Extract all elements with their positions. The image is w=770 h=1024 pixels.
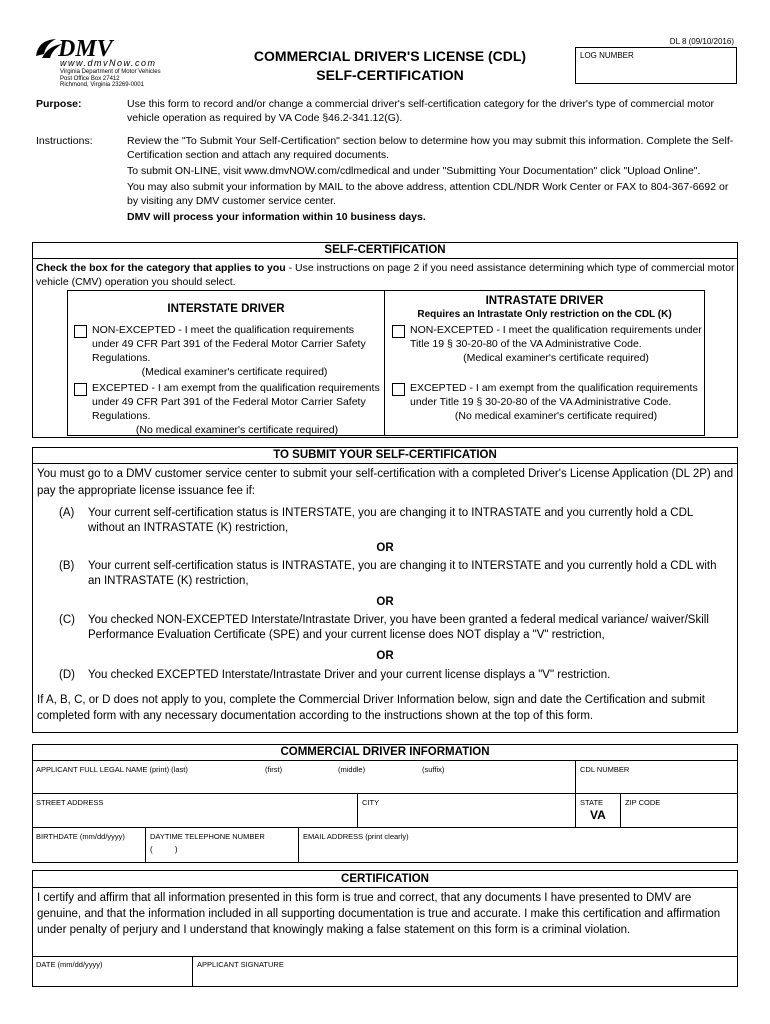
intrastate-nonexcepted-text xyxy=(410,323,702,365)
intrastate-nonexcepted-checkbox[interactable] xyxy=(392,325,405,338)
email-address-label: EMAIL ADDRESS (print clearly) xyxy=(303,832,409,841)
submit-section xyxy=(32,447,738,733)
email-address-field[interactable] xyxy=(299,828,737,862)
certification-text: I certify and affirm that all information presented in this form is true and correct, that any documents I have presented to DMV are genuine, and that the information included in all supporting documentation is true and accurate. I make this certification and affirmation under penalty of perjury and I understand that knowingly making a false statement on this form is a criminal violation. xyxy=(37,892,721,936)
interstate-nonexcepted-checkbox[interactable] xyxy=(74,325,87,338)
daytime-phone-label: DAYTIME TELEPHONE NUMBER xyxy=(150,832,265,841)
submit-item-c xyxy=(59,613,729,643)
interstate-nonexcepted-text xyxy=(92,323,377,379)
interstate-nonexcepted-note: (Medical examiner's certificate required) xyxy=(141,366,328,378)
dmv-logo xyxy=(34,36,194,90)
instructions-label: Instructions: xyxy=(36,135,93,147)
logo-text: DMV xyxy=(58,36,113,62)
instructions-text xyxy=(127,134,737,224)
instruction-paragraph: To submit ON-LINE, visit www.dmvNOW.com/cdlmedical and under "Submitting Your Documentation" click "Upload Online". xyxy=(127,165,701,177)
state-value: VA xyxy=(590,808,606,822)
intrastate-excepted-desc: EXCEPTED - I am exempt from the qualification requirements under Title 19 § 30-20-80 of the VA Administrative Code. xyxy=(410,382,698,408)
submit-title: TO SUBMIT YOUR SELF-CERTIFICATION xyxy=(33,448,737,464)
logo-url: www.dmvNow.com xyxy=(60,58,157,68)
item-letter: (C) xyxy=(59,614,75,626)
self-certification-intro xyxy=(36,261,736,289)
date-field[interactable] xyxy=(33,956,193,986)
intrastate-excepted-checkbox[interactable] xyxy=(392,383,405,396)
street-address-label: STREET ADDRESS xyxy=(36,798,104,807)
form-number: DL 8 (09/10/2016) xyxy=(669,37,734,46)
instruction-paragraph: Review the "To Submit Your Self-Certification" section below to determine how you may submit this information. Complete the Self-Certification section and attach any required documents. xyxy=(127,135,734,161)
instruction-processing-note: DMV will process your information within 10 business days. xyxy=(127,211,426,223)
full-name-label: APPLICANT FULL LEGAL NAME (print) (last) xyxy=(36,765,188,774)
intro-bold: Check the box for the category that applies to you xyxy=(36,262,286,274)
dmv-address xyxy=(60,69,161,89)
item-letter: (A) xyxy=(59,507,75,519)
purpose-text: Use this form to record and/or change a commercial driver's self-certification category for the driver's type of commercial motor vehicle operation as required by VA Code §46.2-341.12(G). xyxy=(127,98,714,124)
or-separator: OR xyxy=(376,542,394,554)
submit-item-a xyxy=(59,506,729,536)
suffix-label: (suffix) xyxy=(422,765,445,774)
form-title xyxy=(200,47,580,85)
interstate-column xyxy=(67,290,385,436)
daytime-phone-field[interactable] xyxy=(146,828,299,862)
interstate-excepted-text xyxy=(92,381,382,437)
cdl-number-label: CDL NUMBER xyxy=(580,765,630,774)
submit-item-b xyxy=(59,559,729,589)
submit-intro: You must go to a DMV customer service center to submit your self-certification with a completed Driver's License Application (DL 2P) and pay the appropriate license issuance fee if: xyxy=(37,468,734,497)
self-certification-section xyxy=(32,242,738,438)
purpose-label: Purpose: xyxy=(36,98,82,110)
instruction-paragraph: You may also submit your information by MAIL to the above address, attention CDL/NDR Work Center or FAX to 804-367-6692 or by visiting any DMV customer service center. xyxy=(127,181,729,207)
log-number-box[interactable] xyxy=(575,47,737,84)
interstate-excepted-note: (No medical examiner's certificate required) xyxy=(135,424,339,436)
street-address-field[interactable] xyxy=(33,794,358,828)
item-text: You checked NON-EXCEPTED Interstate/Intrastate Driver, you have been granted a federal medical variance/ waiver/Skill Performance Evaluation Certificate (SPE) and your current license does NOT display a "V" restriction, xyxy=(88,614,709,641)
interstate-nonexcepted-desc: NON-EXCEPTED - I meet the qualification requirements under 49 CFR Part 391 of the Federal Motor Carrier Safety Regulations. xyxy=(92,324,366,364)
city-field[interactable] xyxy=(358,794,576,828)
first-name-label: (first) xyxy=(265,765,283,774)
zip-code-label: ZIP CODE xyxy=(625,798,661,807)
certification-section xyxy=(32,870,738,987)
address-line: Virginia Department of Motor Vehicles xyxy=(60,69,161,75)
applicant-signature-field[interactable] xyxy=(193,956,737,986)
item-text: You checked EXCEPTED Interstate/Intrastate Driver and your current license displays a "V" restriction. xyxy=(88,669,611,681)
intrastate-excepted-note: (No medical examiner's certificate required) xyxy=(454,410,658,422)
submit-item-d xyxy=(59,668,729,683)
intrastate-nonexcepted-note: (Medical examiner's certificate required) xyxy=(463,352,649,364)
item-letter: (B) xyxy=(59,560,75,572)
address-line: Richmond, Virginia 23269-0001 xyxy=(60,82,144,89)
interstate-excepted-desc: EXCEPTED - I am exempt from the qualification requirements under 49 CFR Part 391 of the Federal Motor Carrier Safety Regulations. xyxy=(92,382,380,422)
form-title-line1: COMMERCIAL DRIVER'S LICENSE (CDL) xyxy=(253,48,527,64)
interstate-excepted-checkbox[interactable] xyxy=(74,383,87,396)
or-separator: OR xyxy=(376,596,394,608)
cdl-number-field[interactable] xyxy=(576,761,737,794)
intrastate-excepted-text xyxy=(410,381,702,423)
driver-info-title: COMMERCIAL DRIVER INFORMATION xyxy=(33,745,737,761)
driver-info-section xyxy=(32,744,738,863)
self-certification-title: SELF-CERTIFICATION xyxy=(33,243,737,259)
city-label: CITY xyxy=(362,798,380,807)
address-line: Post Office Box 27412 xyxy=(60,75,120,82)
interstate-heading: INTERSTATE DRIVER xyxy=(167,303,285,315)
or-separator: OR xyxy=(376,650,394,662)
certification-title: CERTIFICATION xyxy=(33,871,737,888)
item-text: Your current self-certification status is INTERSTATE, you are changing it to INTRASTATE and you currently hold a CDL without an INTRASTATE (K) restriction, xyxy=(88,507,693,534)
intrastate-heading: INTRASTATE DRIVER xyxy=(485,295,604,307)
form-title-line2: SELF-CERTIFICATION xyxy=(316,67,464,83)
item-text: Your current self-certification status is INTRASTATE, you are changing it to INTERSTATE and you currently hold a CDL with an INTRASTATE (K) restriction, xyxy=(88,560,717,587)
log-number-label: LOG NUMBER xyxy=(580,51,634,60)
applicant-signature-label: APPLICANT SIGNATURE xyxy=(197,960,284,969)
intrastate-subheading: Requires an Intrastate Only restriction on the CDL (K) xyxy=(417,309,672,320)
full-name-field[interactable] xyxy=(33,761,576,794)
intro-rest: - Use instructions on page 2 if you need assistance determining which type of commercial motor vehicle (CMV) operation you should select. xyxy=(36,262,735,288)
item-letter: (D) xyxy=(59,669,75,681)
intrastate-nonexcepted-desc: NON-EXCEPTED - I meet the qualification requirements under Title 19 § 30-20-80 of the VA Administrative Code. xyxy=(410,324,702,350)
submit-outro: If A, B, C, or D does not apply to you, complete the Commercial Driver Information below, sign and date the Certification and submit completed form with any necessary documentation according to the instructions shown at the top of this form. xyxy=(37,694,705,722)
daytime-phone-value: ( ) xyxy=(150,845,178,854)
birthdate-label: BIRTHDATE (mm/dd/yyyy) xyxy=(36,832,125,841)
state-field[interactable] xyxy=(576,794,621,828)
birthdate-field[interactable] xyxy=(33,828,146,862)
intrastate-column xyxy=(384,290,705,436)
date-label: DATE (mm/dd/yyyy) xyxy=(36,960,103,969)
state-label: STATE xyxy=(580,798,604,807)
middle-name-label: (middle) xyxy=(338,765,366,774)
zip-code-field[interactable] xyxy=(621,794,737,828)
